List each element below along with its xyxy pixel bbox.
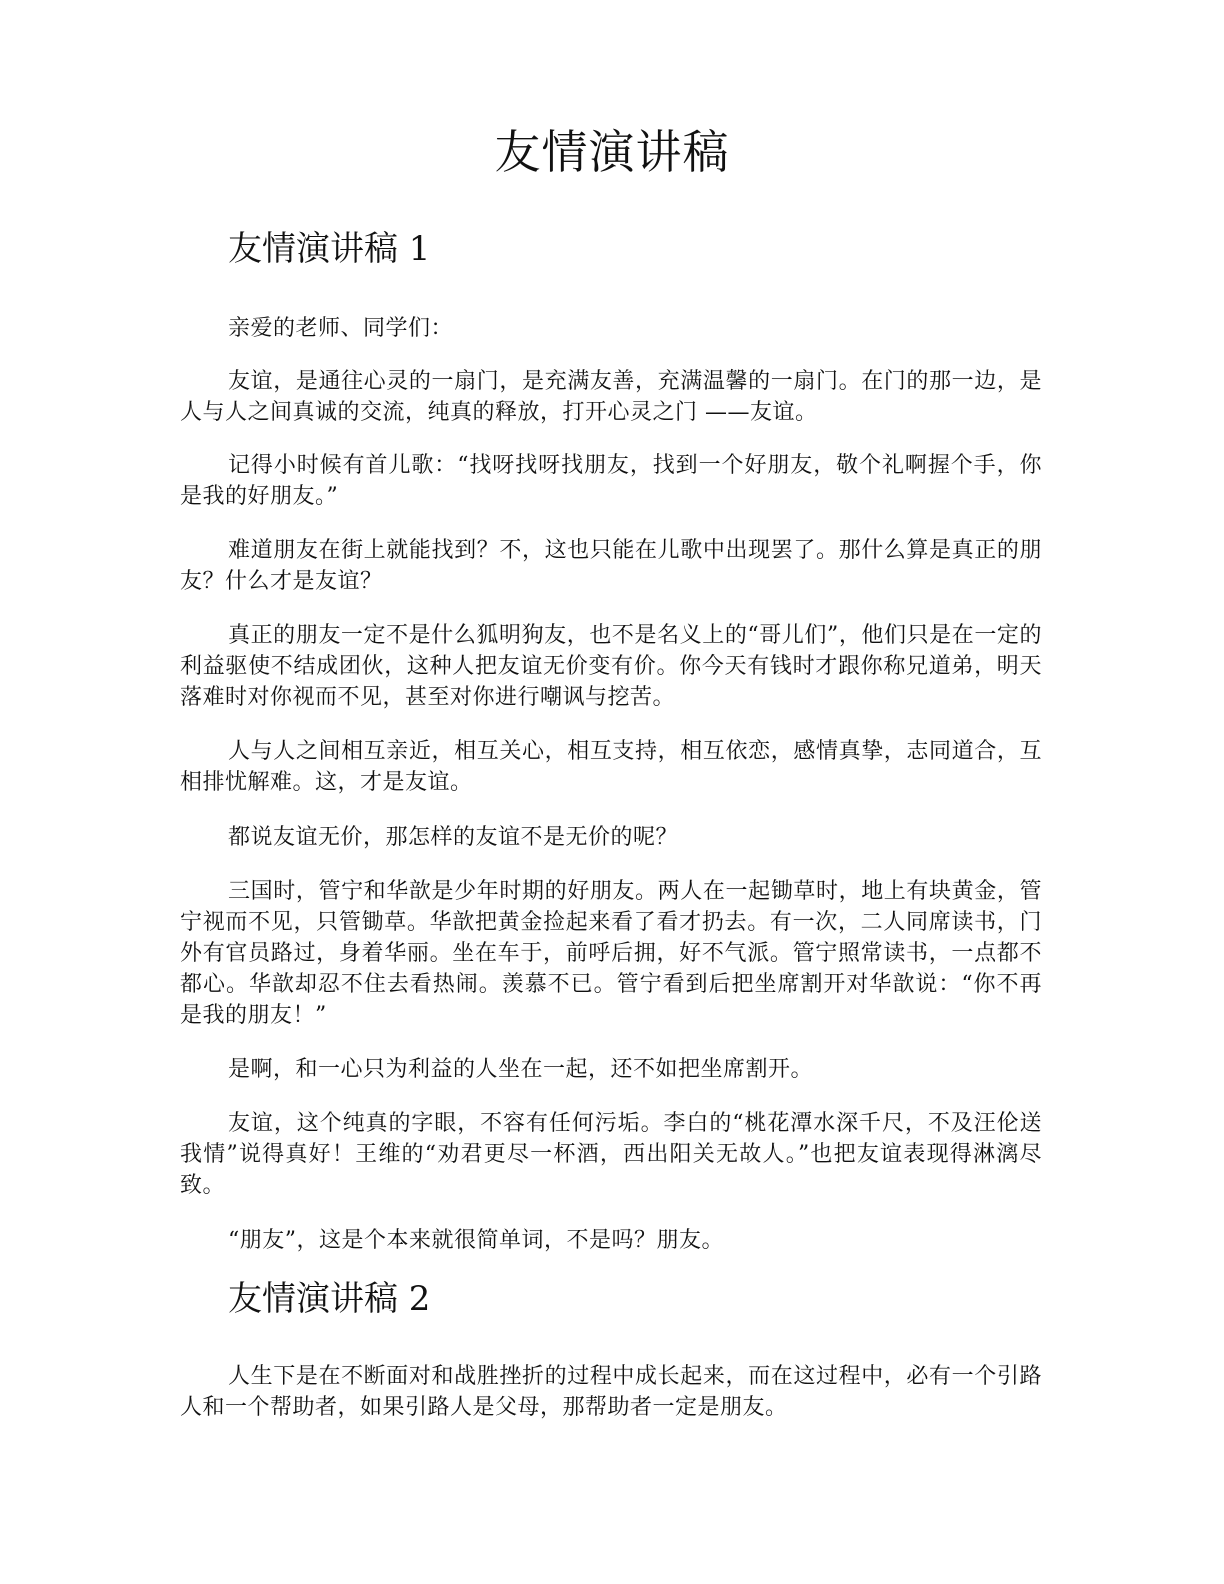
section-heading-1: 友情演讲稿 1 <box>228 229 431 269</box>
paragraph: 三国时，管宁和华歆是少年时期的好朋友。两人在一起锄草时，地上有块黄金，管宁视而不见，只管锄草。华歆把黄金捡起来看了看才扔去。有一次，二人同席读书，门外有官员路过，身着华丽。坐在车于，前呼后拥，好不气派。管宁照常读书，一点都不都心。华歆却忍不住去看热闹。羡慕不已。管宁看到后把坐席割开对华歆说：“你不再是我的朋友！” <box>180 879 1042 1028</box>
document-title: 友情演讲稿 <box>494 125 730 179</box>
paragraph: 人生下是在不断面对和战胜挫折的过程中成长起来，而在这过程中，必有一个引路人和一个帮助者，如果引路人是父母，那帮助者一定是朋友。 <box>180 1364 1042 1420</box>
paragraph: 真正的朋友一定不是什么狐明狗友，也不是名义上的“哥儿们”，他们只是在一定的利益驱使不结成团伙，这种人把友谊无价变有价。你今天有钱时才跟你称兄道弟，明天落难时对你视而不见，甚至对你进行嘲讽与挖苦。 <box>180 623 1042 710</box>
paragraph: 友谊，是通往心灵的一扇门，是充满友善，充满温馨的一扇门。在门的那一边，是人与人之间真诚的交流，纯真的释放，打开心灵之门 ——友谊。 <box>180 369 1042 425</box>
paragraph: 友谊，这个纯真的字眼，不容有任何污垢。李白的“桃花潭水深千尺，不及汪伦送我情”说得真好！王维的“劝君更尽一杯酒，西出阳关无故人。”也把友谊表现得淋漓尽致。 <box>180 1111 1042 1198</box>
paragraph: 记得小时候有首儿歌：“找呀找呀找朋友，找到一个好朋友，敬个礼啊握个手，你是我的好朋友。” <box>180 453 1042 509</box>
section-heading-2: 友情演讲稿 2 <box>228 1279 431 1319</box>
paragraph: “朋友”，这是个本来就很简单词，不是吗？朋友。 <box>228 1228 724 1253</box>
paragraph: 是啊，和一心只为利益的人坐在一起，还不如把坐席割开。 <box>228 1057 814 1082</box>
paragraph-salutation: 亲爱的老师、同学们： <box>228 316 454 341</box>
paragraph: 难道朋友在街上就能找到？不，这也只能在儿歌中出现罢了。那什么算是真正的朋友？什么才是友谊？ <box>180 538 1042 594</box>
paragraph: 人与人之间相互亲近，相互关心，相互支持，相互依恋，感情真挚，志同道合，互相排忧解难。这，才是友谊。 <box>180 739 1042 795</box>
paragraph: 都说友谊无价，那怎样的友谊不是无价的呢？ <box>228 825 679 850</box>
